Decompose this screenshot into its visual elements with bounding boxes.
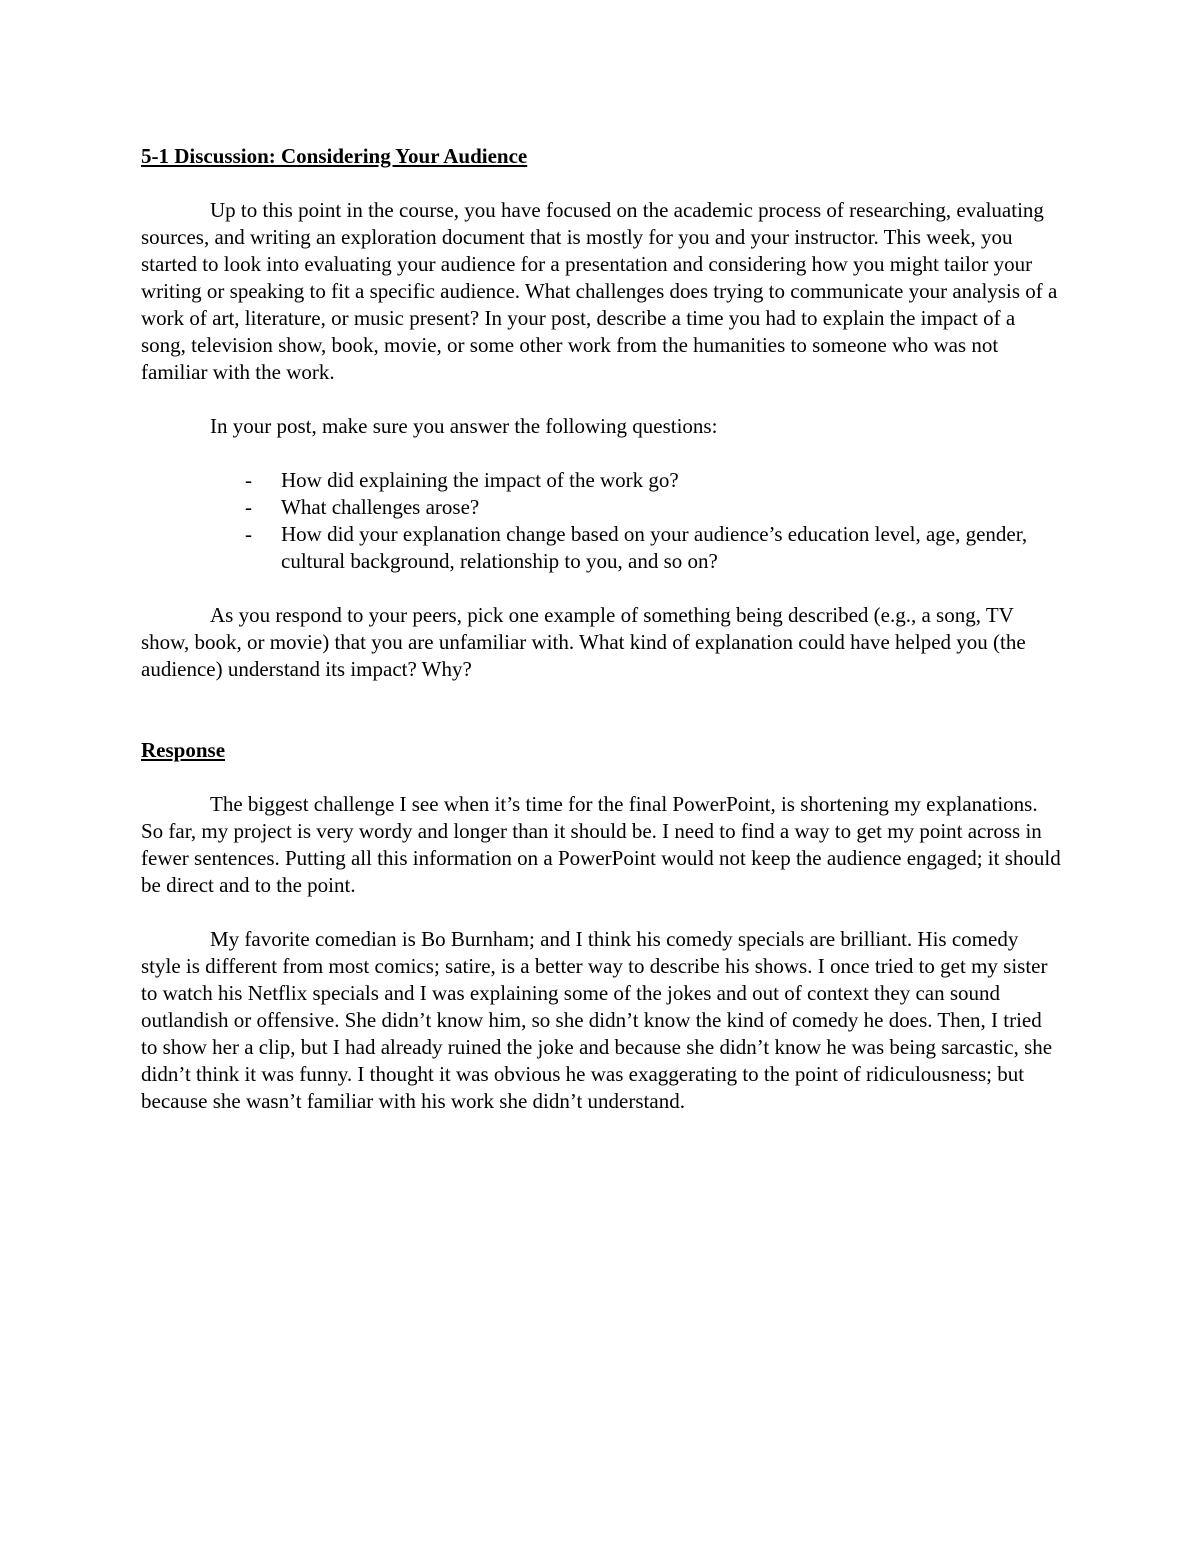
peers-paragraph: As you respond to your peers, pick one example of something being described (e.g., a song, TV show, book, or movie) that you are unfamiliar with. What kind of explanation could have helped you (the audience) understand its impact? Why?	[141, 603, 1026, 681]
question-text: How did your explanation change based on your audience’s education level, age, gender, cultural background, relationship to you, and so on?	[281, 522, 1028, 573]
response-paragraph-2: My favorite comedian is Bo Burnham; and I think his comedy specials are brilliant. His comedy style is different from most comics; satire, is a better way to describe his shows. I once tried to get my sister to watch his Netflix specials and I was explaining some of the jokes and out of context they can sound outlandish or offensive. She didn’t know him, so she didn’t know the kind of comedy he does. Then, I tried to show her a clip, but I had already ruined the joke and because she didn’t know he was being sarcastic, she didn’t think it was funny. I thought it was obvious he was exaggerating to the point of ridiculousness; but because she wasn’t familiar with his work she didn’t understand.	[141, 927, 1053, 1113]
list-item	[245, 521, 1061, 575]
bullet-dash: -	[245, 495, 252, 519]
bullet-dash: -	[245, 522, 252, 546]
question-text: How did explaining the impact of the work go?	[281, 468, 679, 492]
discussion-intro-paragraph: Up to this point in the course, you have focused on the academic process of researching, evaluating sources, and writing an exploration document that is mostly for you and your instructor. This week, you started to look into evaluating your audience for a presentation and considering how you might tailor your writing or speaking to fit a specific audience. What challenges does trying to communicate your analysis of a work of art, literature, or music present? In your post, describe a time you had to explain the impact of a song, television show, book, movie, or some other work from the humanities to someone who was not familiar with the work.	[141, 198, 1058, 384]
bullet-dash: -	[245, 468, 252, 492]
list-item	[245, 467, 1061, 494]
question-text: What challenges arose?	[281, 495, 480, 519]
response-title: Response	[141, 738, 226, 762]
document-body	[141, 143, 1061, 1142]
questions-lead-paragraph: In your post, make sure you answer the following questions:	[210, 414, 718, 438]
list-item	[245, 494, 1061, 521]
questions-list	[141, 467, 1061, 575]
response-paragraph-1: The biggest challenge I see when it’s time for the final PowerPoint, is shortening my explanations. So far, my project is very wordy and longer than it should be. I need to find a way to get my point across in fewer sentences. Putting all this information on a PowerPoint would not keep the audience engaged; it should be direct and to the point.	[141, 792, 1061, 897]
discussion-title: 5-1 Discussion: Considering Your Audience	[141, 144, 528, 168]
